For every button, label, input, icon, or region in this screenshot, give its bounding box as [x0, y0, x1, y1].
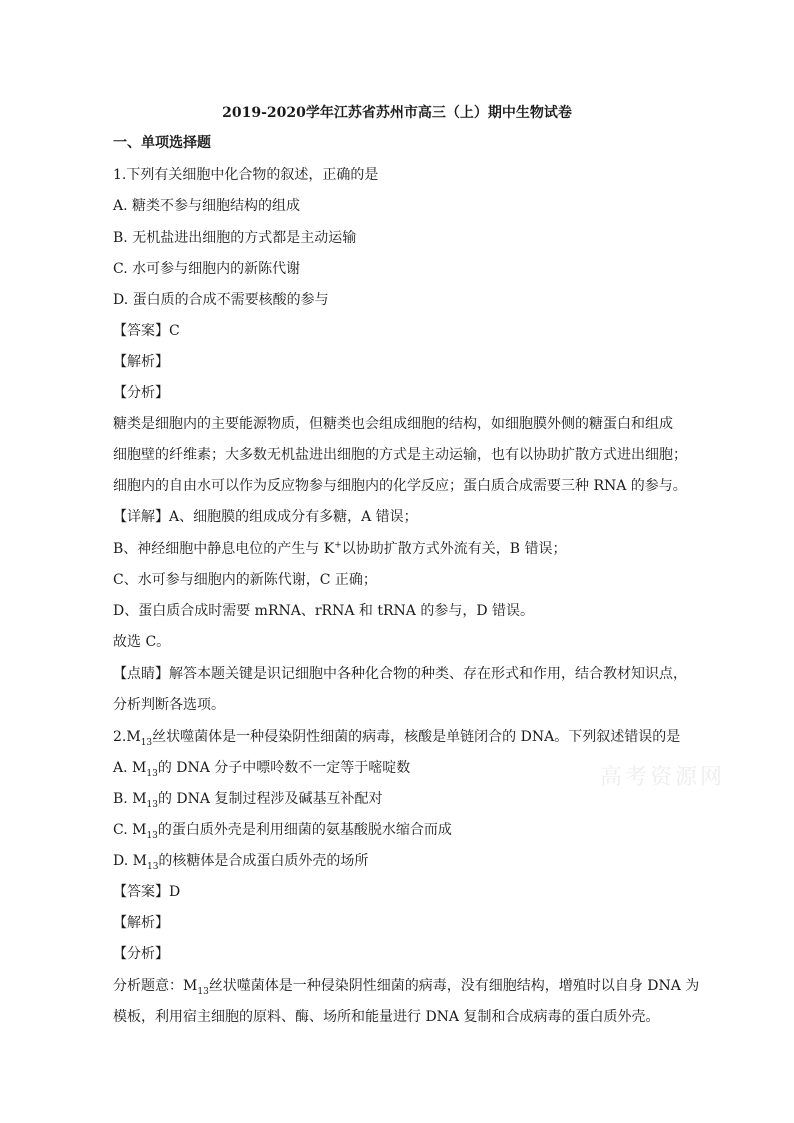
q2-fenxi-label: 【分析】 [113, 946, 169, 962]
q2-answer: 【答案】D [113, 884, 181, 900]
q2-option-c-pre: C. M [113, 822, 147, 838]
q1-detail-b-pre: B、神经细胞中静息电位的产生与 K [113, 541, 335, 557]
q2-option-c [113, 818, 688, 842]
section-heading: 一、单项选择题 [113, 135, 211, 151]
q1-analysis-line-3: 细胞内的自由水可以作为反应物参与细胞内的化学反应；蛋白质合成需要三种 RNA 的参与。 [113, 478, 687, 494]
q1-dianjing-line-1 [113, 662, 688, 686]
q1-option-d: D. 蛋白质的合成不需要核酸的参与 [113, 292, 329, 308]
q2-option-c-post: 的蛋白质外壳是利用细菌的氨基酸脱水缩合而成 [157, 822, 452, 838]
q1-answer: 【答案】C [113, 323, 180, 339]
q1-dianjing-text-1: 解答本题关键是识记细胞中各种化合物的种类、存在形式和作用，结合教材知识点， [169, 666, 687, 682]
q1-detail-a: A、细胞膜的组成成分有多糖，A 错误； [169, 509, 418, 525]
watermark-text: 高考资源网 [600, 765, 726, 790]
q2-option-a-pre: A. M [113, 760, 147, 776]
q2-option-d-pre: D. M [113, 853, 147, 869]
q1-detail-c: C、水可参与细胞内的新陈代谢，C 正确； [113, 572, 377, 588]
q2-analysis-line-1 [113, 974, 700, 998]
q1-detail-d: D、蛋白质合成时需要 mRNA、rRNA 和 tRNA 的参与，D 错误。 [113, 603, 534, 619]
q1-dianjing-line-2: 分析判断各选项。 [113, 697, 225, 713]
q2-stem-pre: 2.M [113, 729, 141, 745]
q2-analysis-line-2: 模板，利用宿主细胞的原料、酶、场所和能量进行 DNA 复制和合成病毒的蛋白质外壳。 [113, 1009, 660, 1025]
q1-detail-label: 【详解】 [113, 509, 169, 525]
q1-option-c: C. 水可参与细胞内的新陈代谢 [113, 261, 301, 277]
q2-option-d [113, 849, 688, 873]
q2-option-b-post: 的 DNA 复制过程涉及碱基互补配对 [157, 791, 383, 807]
q2-jiexi-label: 【解析】 [113, 915, 169, 931]
q1-detail-b-line [113, 537, 688, 561]
q1-option-a: A. 糖类不参与细胞结构的组成 [113, 198, 301, 214]
q2-stem-sub: 13 [140, 737, 153, 748]
q2-option-b-sub: 13 [146, 799, 158, 810]
document-title: 2019-2020学年江苏省苏州市高三（上）期中生物试卷 [222, 105, 572, 121]
q2-option-c-sub: 13 [146, 830, 158, 841]
q2-option-a-sub: 13 [146, 768, 158, 779]
q1-analysis-line-2: 细胞壁的纤维素；大多数无机盐进出细胞的方式是主动运输，也有以协助扩散方式进出细胞； [113, 447, 687, 463]
q2-option-d-post: 的核糖体是合成蛋白质外壳的场所 [158, 853, 369, 869]
q1-detail-b-post: 以协助扩散方式外流有关，B 错误； [341, 541, 567, 557]
potassium-charge: + [334, 540, 342, 551]
q1-stem: 1.下列有关细胞中化合物的叙述，正确的是 [113, 167, 379, 183]
q1-jiexi-label: 【解析】 [113, 354, 169, 370]
q2-option-d-sub: 13 [146, 861, 159, 872]
q2-stem-post: 丝状噬菌体是一种侵染阴性细菌的病毒，核酸是单链闭合的 DNA。下列叙述错误的是 [152, 729, 681, 745]
q2-option-b-pre: B. M [113, 791, 147, 807]
q1-fenxi-label: 【分析】 [113, 385, 169, 401]
q1-detail-a-line [113, 505, 688, 529]
q2-analysis-sub: 13 [197, 986, 209, 997]
q2-option-a-post: 的 DNA 分子中嘌呤数不一定等于嘧啶数 [157, 760, 411, 776]
q1-analysis-line-1: 糖类是细胞内的主要能源物质，但糖类也会组成细胞的结构，如细胞膜外侧的糖蛋白和组成 [113, 416, 673, 432]
q1-option-b: B. 无机盐进出细胞的方式都是主动运输 [113, 230, 357, 246]
q2-stem [113, 725, 688, 749]
q2-analysis-pre: 分析题意：M [113, 978, 198, 994]
q2-analysis-post: 丝状噬菌体是一种侵染阴性细菌的病毒，没有细胞结构，增殖时以自身 DNA 为 [208, 978, 700, 994]
q1-conclusion: 故选 C。 [113, 634, 171, 650]
q1-dianjing-label: 【点睛】 [113, 666, 169, 682]
